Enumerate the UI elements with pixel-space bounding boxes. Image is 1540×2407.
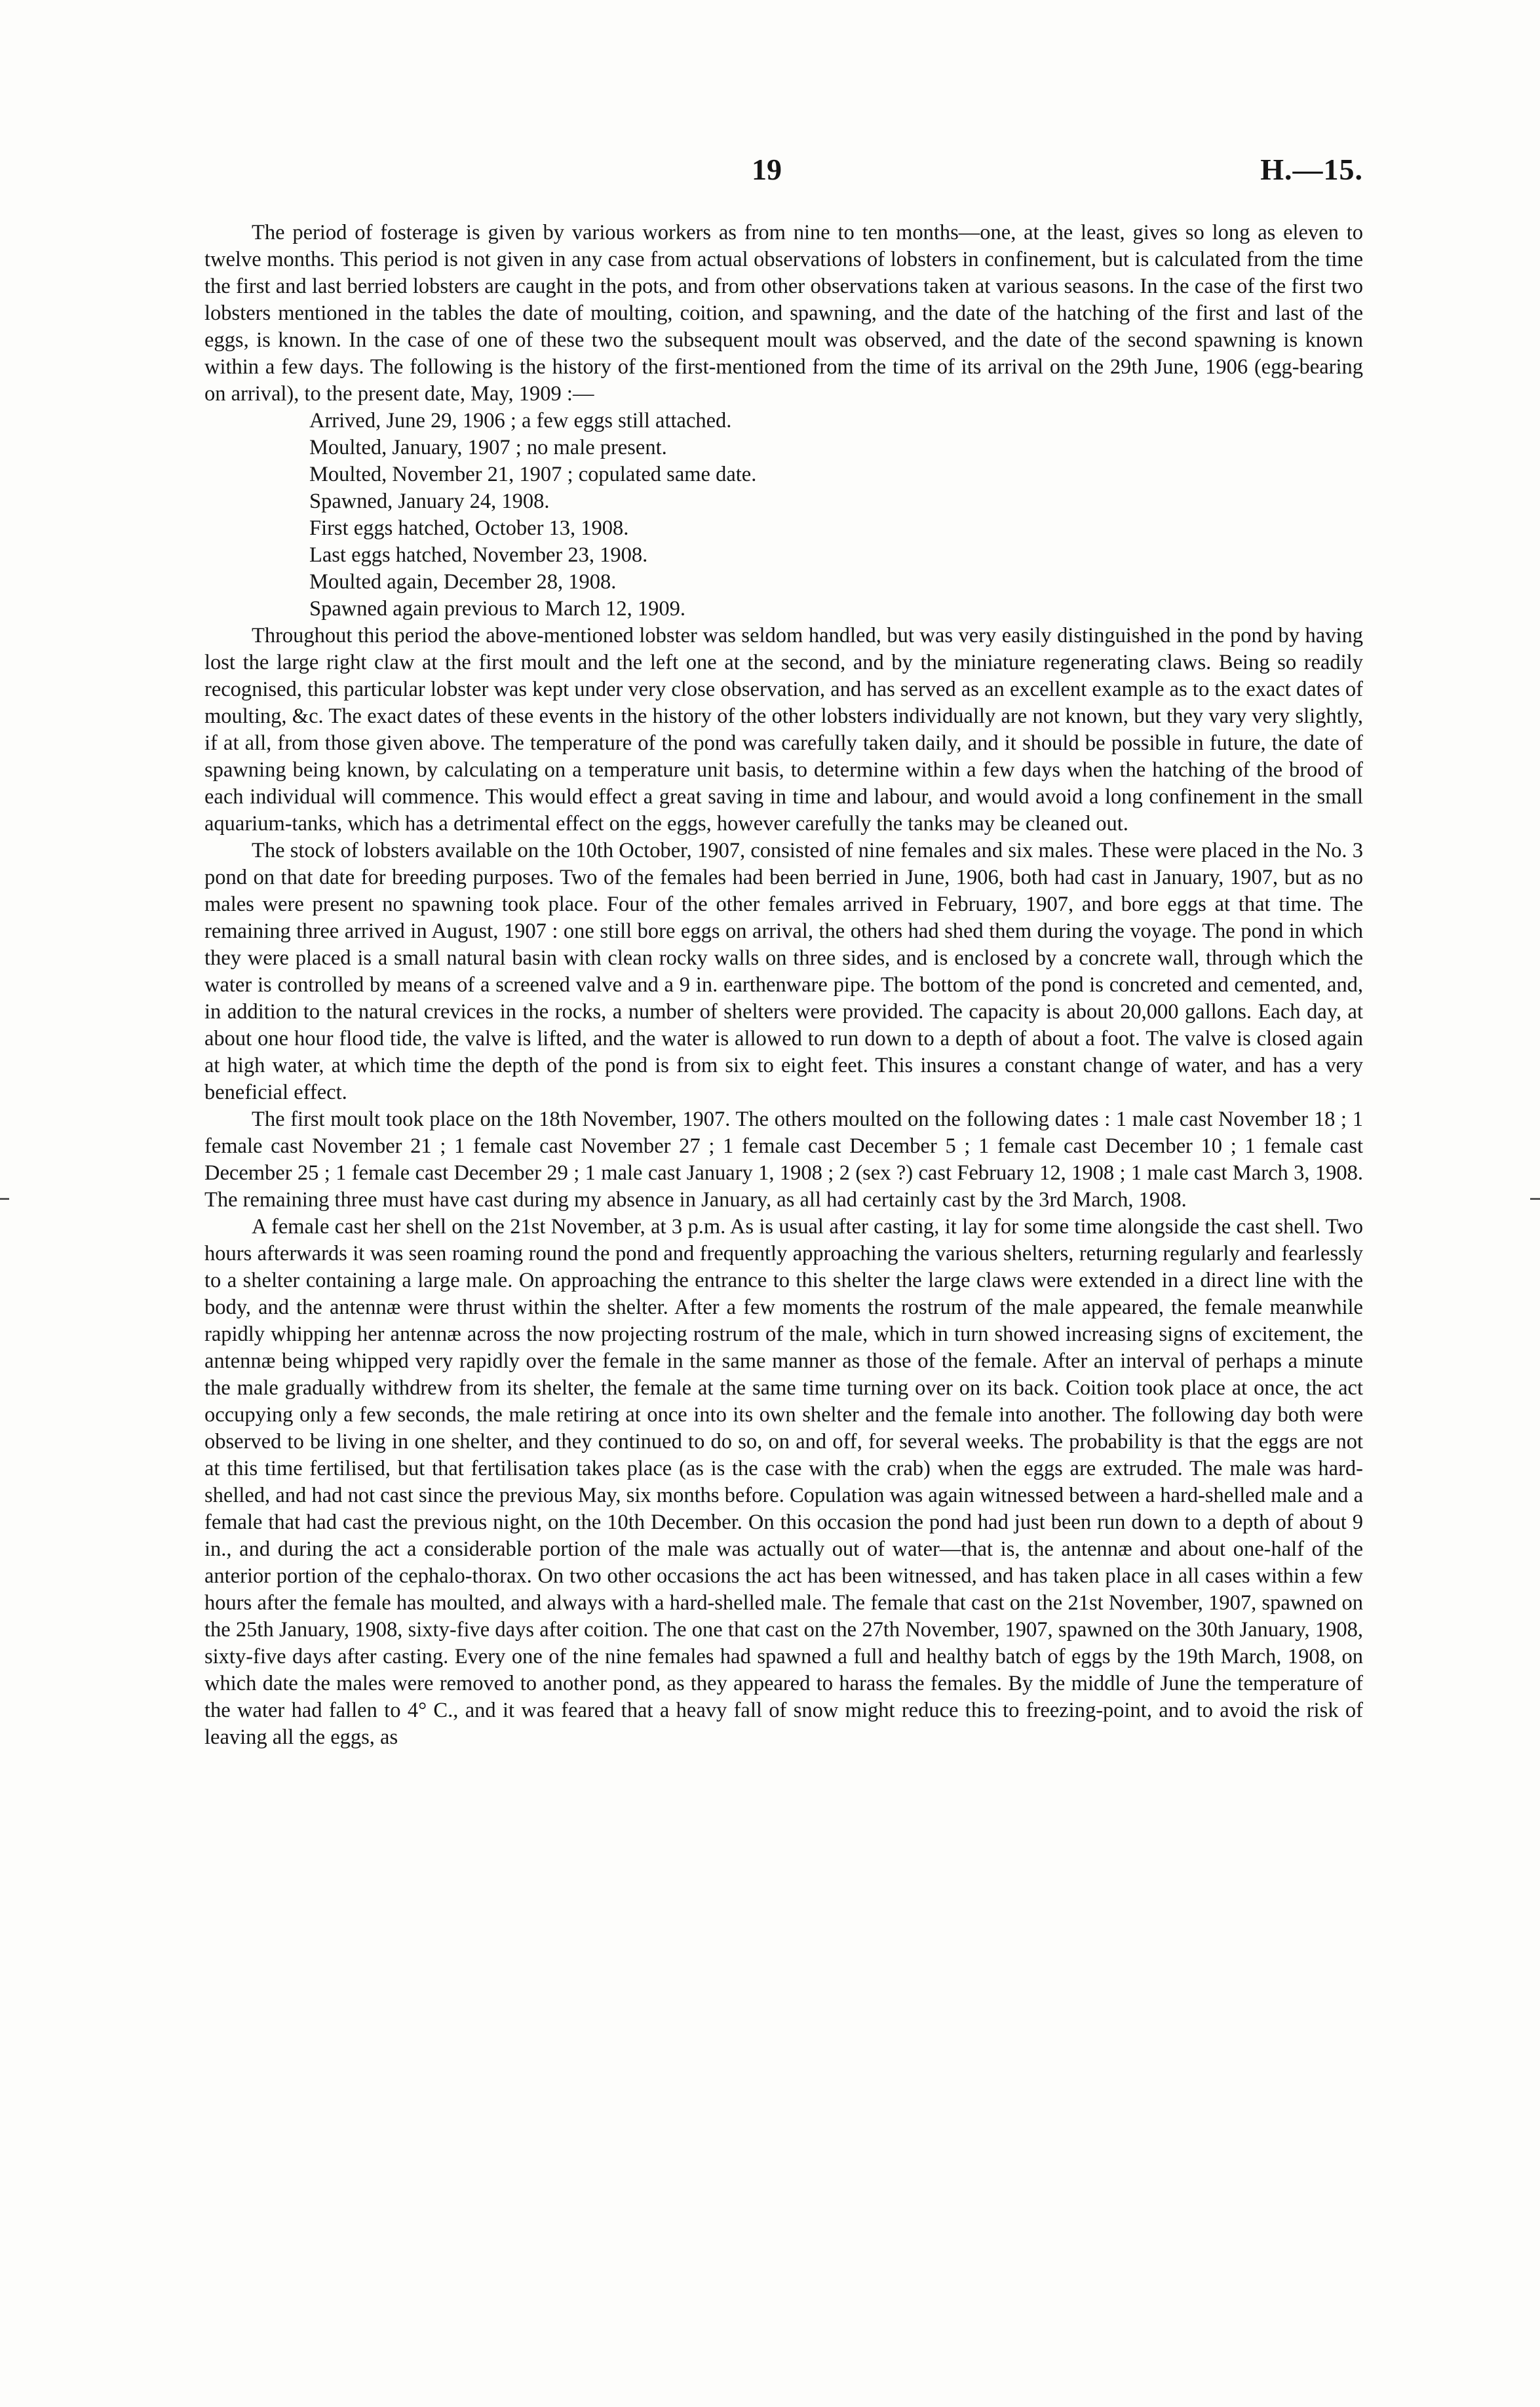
- history-item: Moulted, November 21, 1907 ; copulated same date.: [309, 463, 757, 486]
- paragraph-stock: The stock of lobsters available on the 10th October, 1907, consisted of nine females and six males. These were placed in the No. 3 pond on that date for breeding purposes. Two of the females had been berried in June, 1906, both had cast in January, 1907, but as no males were present no spawning took place. Four of the other females arrived in February, 1907, and bore eggs at that time. The remaining three arrived in August, 1907 : one still bore eggs on arrival, the others had shed them during the voyage. The pond in which they were placed is a small natural basin with clean rocky walls on three sides, and is enclosed by a concrete wall, through which the water is controlled by means of a screened valve and a 9 in. earthenware pipe. The bottom of the pond is concreted and cemented, and, in addition to the natural crevices in the rocks, a number of shelters were provided. The capacity is about 20,000 gallons. Each day, at about one hour flood tide, the valve is lifted, and the water is allowed to run down to a depth of about a foot. The valve is closed again at high water, at which time the depth of the pond is from six to eight feet. This insures a constant change of water, and has a very beneficial effect.: [204, 839, 1363, 1104]
- scan-edge-mark: [1530, 1198, 1540, 1200]
- history-item: Moulted again, December 28, 1908.: [309, 570, 617, 594]
- document-reference: H.—15.: [1260, 153, 1363, 186]
- paragraph-coition: A female cast her shell on the 21st November, at 3 p.m. As is usual after casting, it lay for some time alongside the cast shell. Two hours afterwards it was seen roaming round the pond and frequently approaching the various shelters, returning regularly and fearlessly to a shelter containing a large male. On approaching the entrance to this shelter the large claws were extended in a direct line with the body, and the antennæ were thrust within the shelter. After a few moments the rostrum of the male appeared, the female meanwhile rapidly whipping her antennæ across the now projecting rostrum of the male, which in turn showed increasing signs of excitement, the antennæ being whipped very rapidly over the female in the same manner as those of the female. After an interval of perhaps a minute the male gradually withdrew from its shelter, the female at the same time turning over on its back. Coition took place at once, the act occupying only a few seconds, the male retiring at once into its own shelter and the female into another. The following day both were observed to be living in one shelter, and they continued to do so, on and off, for several weeks. The probability is that the eggs are not at this time fertilised, but that fertilisation takes place (as is the case with the crab) when the eggs are extruded. The male was hard-shelled, and had not cast since the previous May, six months before. Copulation was again witnessed between a hard-shelled male and a female that had cast the previous night, on the 10th December. On this occasion the pond had just been run down to a depth of about 9 in., and during the act a considerable portion of the male was actually out of water—that is, the antennæ and about one-half of the anterior portion of the cephalo-thorax. On two other occasions the act has been witnessed, and has taken place in all cases within a few hours after the female has moulted, and always with a hard-shelled male. The female that cast on the 21st November, 1907, spawned on the 25th January, 1908, sixty-five days after coition. The one that cast on the 27th November, 1907, spawned on the 30th January, 1908, sixty-five days after casting. Every one of the nine females had spawned a full and healthy batch of eggs by the 19th March, 1908, on which date the males were removed to another pond, as they appeared to harass the females. By the middle of June the temperature of the water had fallen to 4° C., and it was feared that a heavy fall of snow might reduce this to freezing-point, and to avoid the risk of leaving all the eggs, as: [204, 1215, 1363, 1749]
- page-header: [0, 152, 1540, 198]
- history-item: Arrived, June 29, 1906 ; a few eggs still attached.: [309, 409, 732, 433]
- history-item: Last eggs hatched, November 23, 1908.: [309, 543, 648, 567]
- history-item: First eggs hatched, October 13, 1908.: [309, 516, 629, 540]
- lobster-history-list: [204, 408, 1363, 623]
- paragraph-observation: Throughout this period the above-mentioned lobster was seldom handled, but was very easily distinguished in the pond by having lost the large right claw at the first moult and the left one at the second, and by the miniature regenerating claws. Being so readily recognised, this particular lobster was kept under very close observation, and has served as an excellent example as to the exact dates of moulting, &c. The exact dates of these events in the history of the other lobsters individually are not known, but they vary very slightly, if at all, from those given above. The temperature of the pond was carefully taken daily, and it should be possible in future, the date of spawning being known, by calculating on a temperature unit basis, to determine within a few days when the hatching of the brood of each individual will commence. This would effect a great saving in time and labour, and would avoid a long confinement in the small aquarium-tanks, which has a detrimental effect on the eggs, however carefully the tanks may be cleaned out.: [204, 624, 1363, 836]
- paragraph-moult-dates: The first moult took place on the 18th November, 1907. The others moulted on the following dates : 1 male cast November 18 ; 1 female cast November 21 ; 1 female cast November 27 ; 1 female cast December 5 ; 1 female cast December 10 ; 1 female cast December 25 ; 1 female cast December 29 ; 1 male cast January 1, 1908 ; 2 (sex ?) cast February 12, 1908 ; 1 male cast March 3, 1908. The remaining three must have cast during my absence in January, as all had certainly cast by the 3rd March, 1908.: [204, 1107, 1363, 1212]
- history-item: Spawned again previous to March 12, 1909.: [309, 597, 686, 621]
- paragraph-fosterage: The period of fosterage is given by various workers as from nine to ten months—one, at the least, gives so long as eleven to twelve months. This period is not given in any case from actual observations of lobsters in confinement, but is calculated from the time the first and last berried lobsters are caught in the pots, and from other observations taken at various seasons. In the case of the first two lobsters mentioned in the tables the date of moulting, coition, and spawning, and the date of the hatching of the first and last of the eggs, is known. In the case of one of these two the subsequent moult was observed, and the date of the second spawning is known within a few days. The following is the history of the first-mentioned from the time of its arrival on the 29th June, 1906 (egg-bearing on arrival), to the present date, May, 1909 :—: [204, 221, 1363, 406]
- history-item: Moulted, January, 1907 ; no male present.: [309, 436, 667, 459]
- history-item: Spawned, January 24, 1908.: [309, 490, 550, 513]
- body-text: [204, 220, 1363, 1751]
- page-number: 19: [752, 153, 782, 186]
- scan-edge-mark: [0, 1198, 9, 1200]
